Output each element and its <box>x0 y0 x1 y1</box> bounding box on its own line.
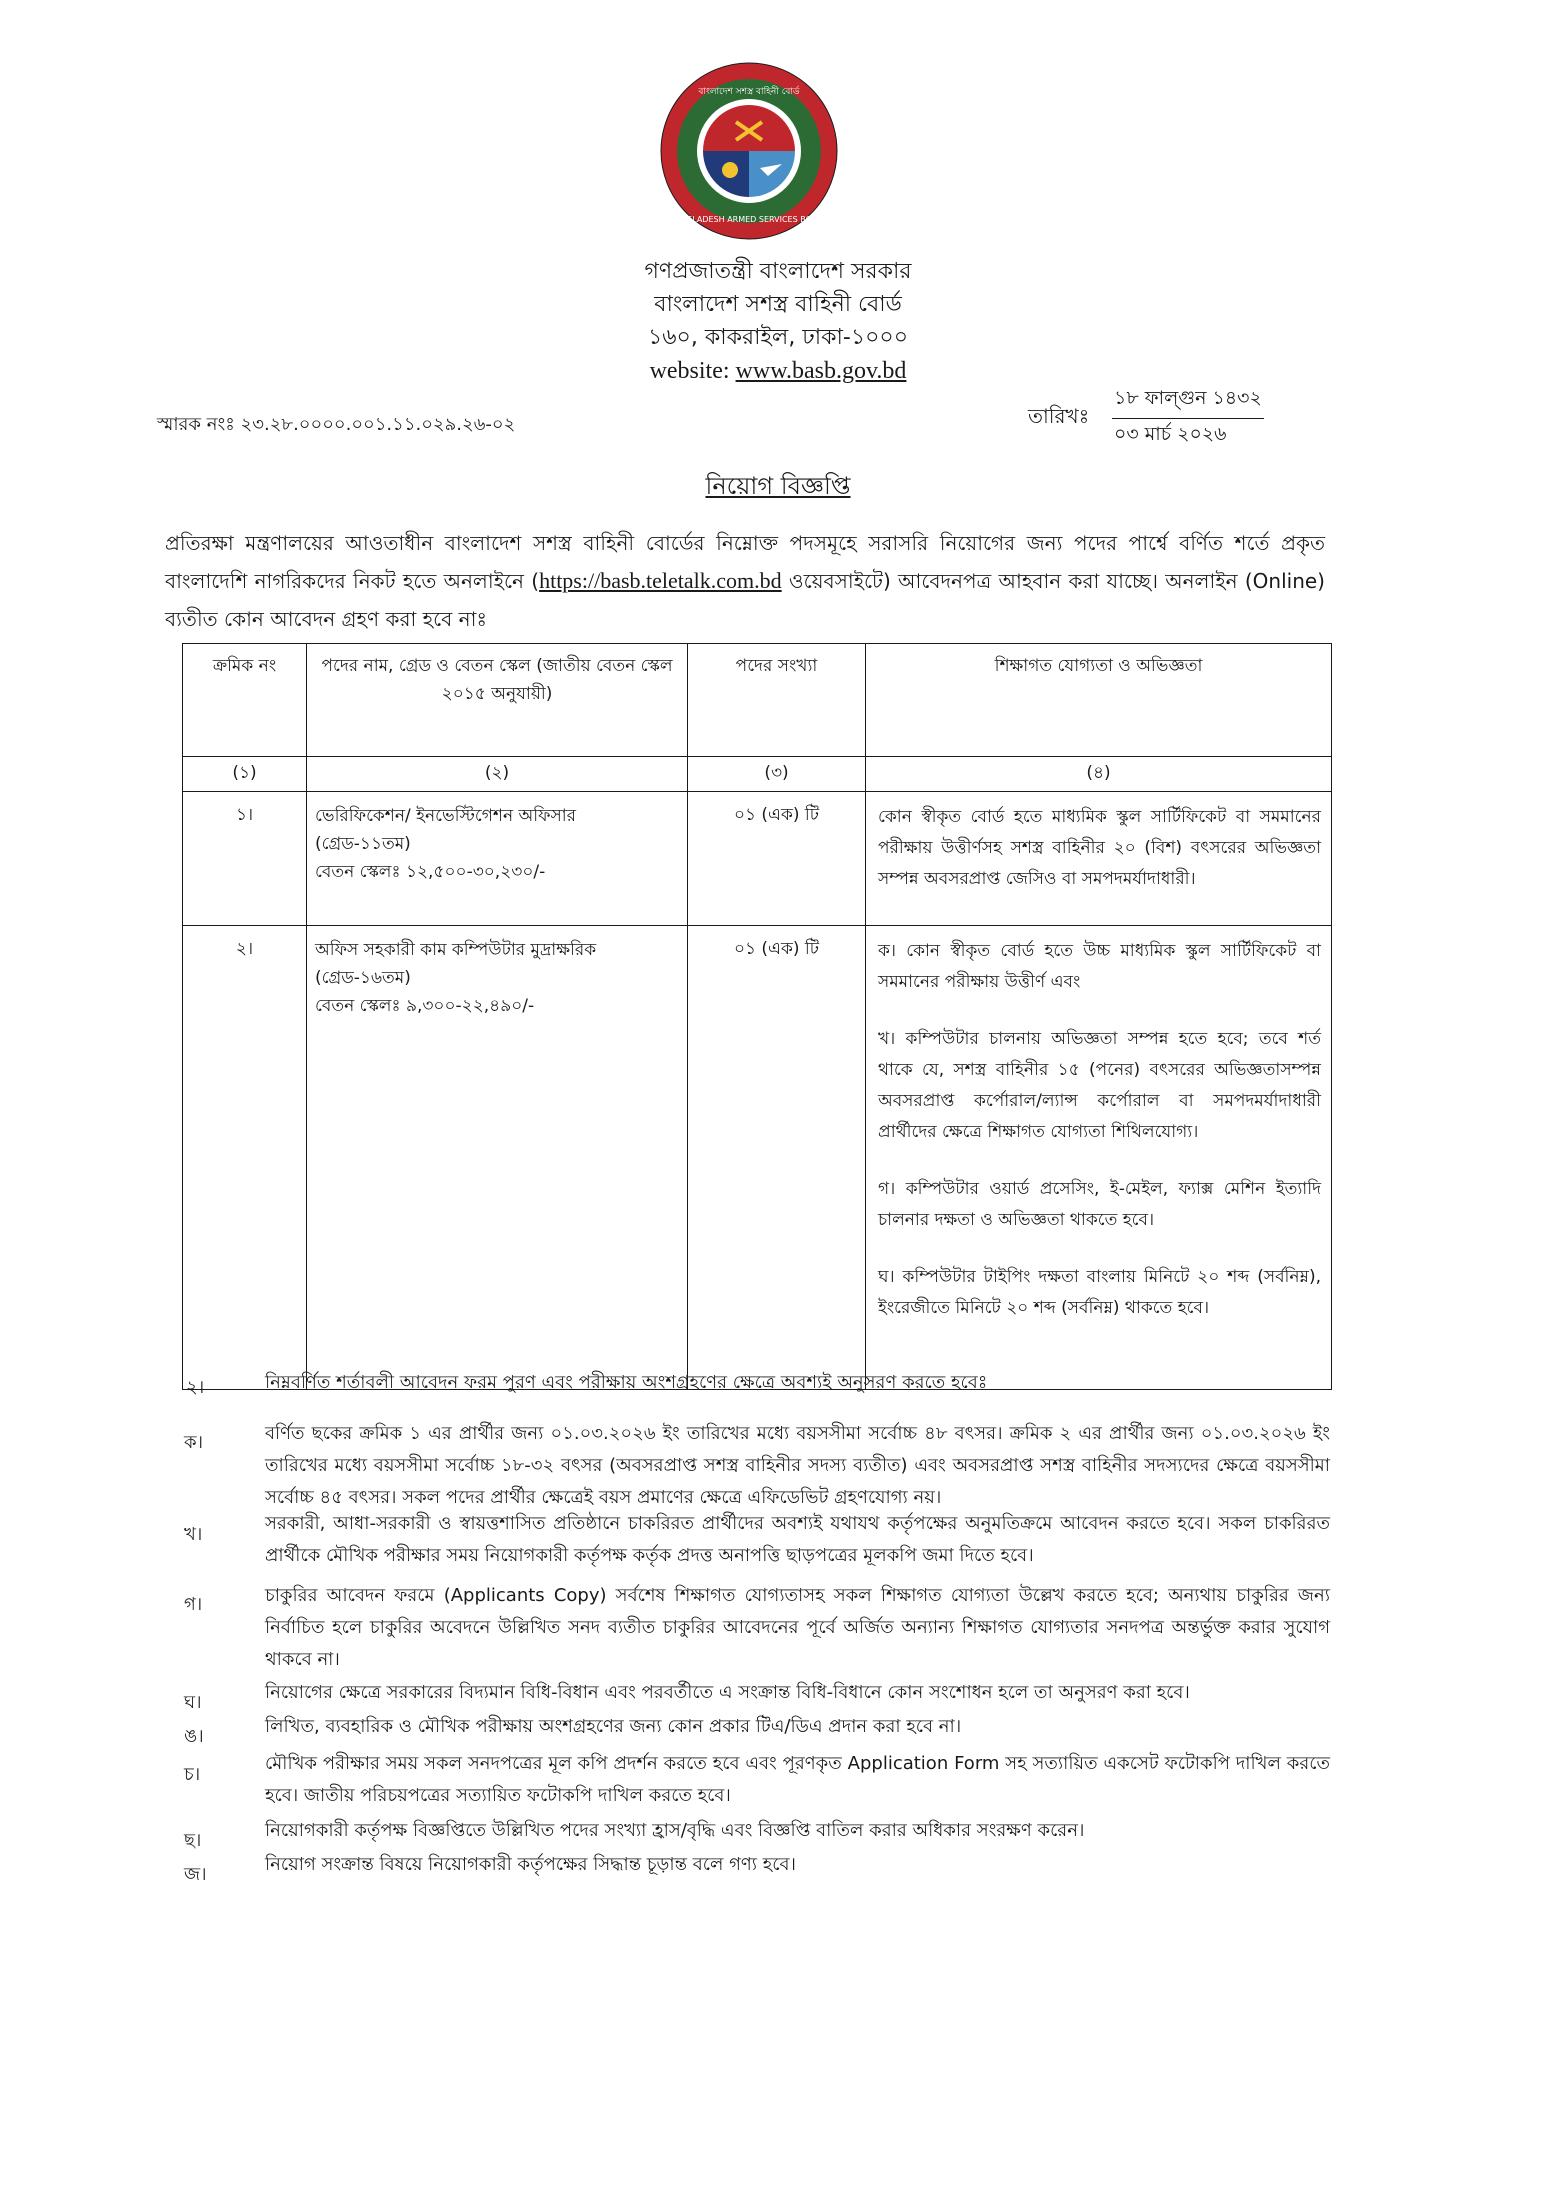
date-gregorian: ০৩ মার্চ ২০২৬ <box>1114 423 1227 445</box>
qualification-item: খ। কম্পিউটার চালনায় অভিজ্ঞতা সম্পন্ন হতে হবে; তবে শর্ত থাকে যে, সশস্ত্র বাহিনীর ১৫ (পনের) বৎসরের অভিজ্ঞতাসম্পন্ন অবসরপ্রাপ্ত কর্পোরাল/ল্যান্স কর্পোরাল বা সমপদমর্যাদাধারী প্রার্থীদের ক্ষেত্রে শিক্ষাগত যোগ্যতা শিথিলযোগ্য। <box>878 1029 1321 1142</box>
intro-text-1: প্রতিরক্ষা মন্ত্রণালয়ের আওতাধীন বাংলাদেশ সশস্ত্র বাহিনী বোর্ডের নিম্নোক্ত পদসমূহে সরাসরি নিয়োগের জন্য পদের পার্শ্বে বর্ণিত শর্তে প্রকৃত বাংলাদেশি নাগরিকদের নিকট হতে অনলাইনে ( <box>165 531 1325 593</box>
condition-text: চাকুরির আবেদন ফরমে (Applicants Copy) সর্বশেষ শিক্ষাগত যোগ্যতাসহ সকল শিক্ষাগত যোগ্যতা উল্লেখ করতে হবে; অন্যথায় চাকুরির জন্য নির্বাচিত হলে চাকুরির অবেদনে উল্লিখিত সনদ ব্যতীত চাকুরির আবেদনের পূর্বে অর্জিত অন্যান্য শিক্ষাগত যোগ্যতার সনদপত্র অন্তর্ভুক্ত করার সুযোগ থাকবে না। <box>265 1585 1330 1670</box>
row-post <box>307 792 688 926</box>
header-website <box>0 356 1556 386</box>
posts-table <box>182 643 1332 1390</box>
condition-label: চ। <box>184 1764 201 1785</box>
teletalk-link[interactable]: https://basb.teletalk.com.bd <box>539 568 782 593</box>
qualification-item: ক। কোন স্বীকৃত বোর্ড হতে উচ্চ মাধ্যমিক স্কুল সার্টিফিকেট বা সমমানের পরীক্ষায় উত্তীর্ণ এবং <box>878 941 1321 992</box>
post-grade: (গ্রেড-১৬তম) <box>315 968 411 988</box>
header-address: ১৬০, কাকরাইল, ঢাকা-১০০০ <box>647 325 909 350</box>
qualification-item: গ। কম্পিউটার ওয়ার্ড প্রসেসিং, ই-মেইল, ফ্যাক্স মেশিন ইত্যাদি চালনার দক্ষতা ও অভিজ্ঞতা থাকতে হবে। <box>878 1179 1321 1230</box>
conditions-number: ২। <box>186 1377 205 1398</box>
condition-text: বর্ণিত ছকের ক্রমিক ১ এর প্রার্থীর জন্য ০১.০৩.২০২৬ ইং তারিখের মধ্যে বয়সসীমা সর্বোচ্চ ৪৮ বৎসর। ক্রমিক ২ এর প্রার্থীর জন্য ০১.০৩.২০২৬ ইং তারিখের মধ্যে বয়সসীমা সর্বোচ্চ ১৮-৩২ বৎসর (অবসরপ্রাপ্ত সশস্ত্র বাহিনীর সদস্য ব্যতীত) এবং অবসরপ্রাপ্ত সশস্ত্র বাহিনীর সদস্যদের ক্ষেত্রে বয়সসীমা সর্বোচ্চ ৪৫ বৎসর। সকল পদের প্রার্থীর ক্ষেত্রেই বয়স প্রমাণের ক্ষেত্রে এফিডেভিট গ্রহণযোগ্য নয়। <box>265 1423 1330 1508</box>
row-count: ০১ (এক) টি <box>688 926 866 1390</box>
logo-ring-text-en: BANGLADESH ARMED SERVICES BOARD <box>669 215 829 224</box>
notice-title: নিয়োগ বিজ্ঞপ্তি <box>705 472 851 500</box>
basb-logo <box>658 60 840 242</box>
condition-label: ঙ। <box>184 1726 204 1747</box>
intro-paragraph <box>165 524 1325 638</box>
condition-label: খ। <box>184 1524 203 1545</box>
condition-text: মৌখিক পরীক্ষার সময় সকল সনদপত্রের মূল কপি প্রদর্শন করতে হবে এবং পূরণকৃত Application Form সহ সত্যায়িত একসেট ফটোকপি দাখিল করতে হবে। জাতীয় পরিচয়পত্রের সত্যায়িত ফটোকপি দাখিল করতে হবে। <box>265 1753 1330 1806</box>
qualification-item: ঘ। কম্পিউটার টাইপিং দক্ষতা বাংলায় মিনিটে ২০ শব্দ (সর্বনিম্ন), ইংরেজীতে মিনিটে ২০ শব্দ (সর্বনিম্ন) থাকতে হবে। <box>878 1267 1321 1318</box>
website-link[interactable]: www.basb.gov.bd <box>735 358 907 384</box>
condition-text: নিয়োগকারী কর্তৃপক্ষ বিজ্ঞপ্তিতে উল্লিখিত পদের সংখ্যা হ্রাস/বৃদ্ধি এবং বিজ্ঞপ্তি বাতিল করার অধিকার সংরক্ষণ করেন। <box>265 1820 1085 1841</box>
post-name: ভেরিফিকেশন/ ইনভেস্টিগেশন অফিসার <box>315 806 577 826</box>
table-row <box>183 926 1332 1390</box>
conditions-heading: নিম্নবর্ণিত শর্তাবলী আবেদন ফরম পুরণ এবং পরীক্ষায় অংশগ্রহণের ক্ষেত্রে অবশ্যই অনুসরণ করতে হবেঃ <box>265 1372 988 1393</box>
row-post <box>307 926 688 1390</box>
row-qualification <box>866 926 1332 1390</box>
condition-text: নিয়োগের ক্ষেত্রে সরকারের বিদ্যমান বিধি-বিধান এবং পরবর্তীতে এ সংক্রান্ত বিধি-বিধানে কোন সংশোধন হলে তা অনুসরণ করা হবে। <box>265 1682 1190 1703</box>
condition-label: গ। <box>184 1594 203 1615</box>
row-serial: ১। <box>183 792 307 926</box>
col-num: (৪) <box>866 757 1332 792</box>
logo-ring-text: বাংলাদেশ সশস্ত্র বাহিনী বোর্ড <box>698 87 800 97</box>
post-name: অফিস সহকারী কাম কম্পিউটার মুদ্রাক্ষরিক <box>315 940 597 960</box>
col-num: (৩) <box>688 757 866 792</box>
post-scale: বেতন স্কেলঃ ১২,৫০০-৩০,২৩০/- <box>315 862 546 882</box>
memo-ref: স্মারক নংঃ ২৩.২৮.০০০০.০০১.১১.০২৯.২৬-০২ <box>157 414 516 435</box>
row-serial: ২। <box>183 926 307 1390</box>
date-bangla: ১৮ ফাল্গুন ১৪৩২ <box>1112 384 1264 419</box>
post-grade: (গ্রেড-১১তম) <box>315 834 411 854</box>
column-number-row <box>183 757 1332 792</box>
website-label: website: <box>649 358 736 384</box>
condition-text: নিয়োগ সংক্রান্ত বিষয়ে নিয়োগকারী কর্তৃপক্ষের সিদ্ধান্ত চূড়ান্ত বলে গণ্য হবে। <box>265 1854 796 1875</box>
header-count: পদের সংখ্যা <box>688 644 866 757</box>
row-count: ০১ (এক) টি <box>688 792 866 926</box>
condition-label: ক। <box>184 1432 204 1453</box>
header-qualification: শিক্ষাগত যোগ্যতা ও অভিজ্ঞতা <box>866 644 1332 757</box>
table-row <box>183 792 1332 926</box>
post-scale: বেতন স্কেলঃ ৯,৩০০-২২,৪৯০/- <box>315 996 535 1016</box>
condition-text: লিখিত, ব্যবহারিক ও মৌখিক পরীক্ষায় অংশগ্রহণের জন্য কোন প্রকার টিএ/ডিএ প্রদান করা হবে না। <box>265 1716 962 1737</box>
header-serial: ক্রমিক নং <box>183 644 307 757</box>
condition-label: ঘ। <box>184 1692 202 1713</box>
condition-label: জ। <box>184 1864 207 1885</box>
qualification-text: কোন স্বীকৃত বোর্ড হতে মাধ্যমিক স্কুল সার্টিফিকেট বা সমমানের পরীক্ষায় উত্তীর্ণসহ সশস্ত্র বাহিনীর ২০ (বিশ) বৎসরের অভিজ্ঞতা সম্পন্ন অবসরপ্রাপ্ত জেসিও বা সমপদমর্যাদাধারী। <box>878 807 1321 889</box>
col-num: (১) <box>183 757 307 792</box>
table-header-row <box>183 644 1332 757</box>
col-num: (২) <box>307 757 688 792</box>
condition-label: ছ। <box>184 1830 202 1851</box>
condition-text: সরকারী, আধা-সরকারী ও স্বায়ত্তশাসিত প্রতিষ্ঠানে চাকরিরত প্রার্থীদের অবশ্যই যথাযথ কর্তৃপক্ষের অনুমতিক্রমে আবেদন করতে হবে। সকল চাকরিরত প্রার্থীকে মৌখিক পরীক্ষার সময় নিয়োগকারী কর্তৃপক্ষ কর্তৃক প্রদত্ত অনাপত্তি ছাড়পত্রের মূলকপি জমা দিতে হবে। <box>265 1513 1330 1566</box>
row-qualification <box>866 792 1332 926</box>
header-post: পদের নাম, গ্রেড ও বেতন স্কেল (জাতীয় বেতন স্কেল ২০১৫ অনুযায়ী) <box>307 644 688 757</box>
date-label: তারিখঃ <box>1028 404 1090 428</box>
header-org: বাংলাদেশ সশস্ত্র বাহিনী বোর্ড <box>654 292 902 317</box>
intro-text-2: ওয়েবসাইটে) আবেদনপত্র আহবান করা যাচ্ছে। অনলাইন (Online) ব্যতীত কোন আবেদন গ্রহণ করা হবে নাঃ <box>165 569 1325 631</box>
header-govt: গণপ্রজাতন্ত্রী বাংলাদেশ সরকার <box>644 259 912 284</box>
